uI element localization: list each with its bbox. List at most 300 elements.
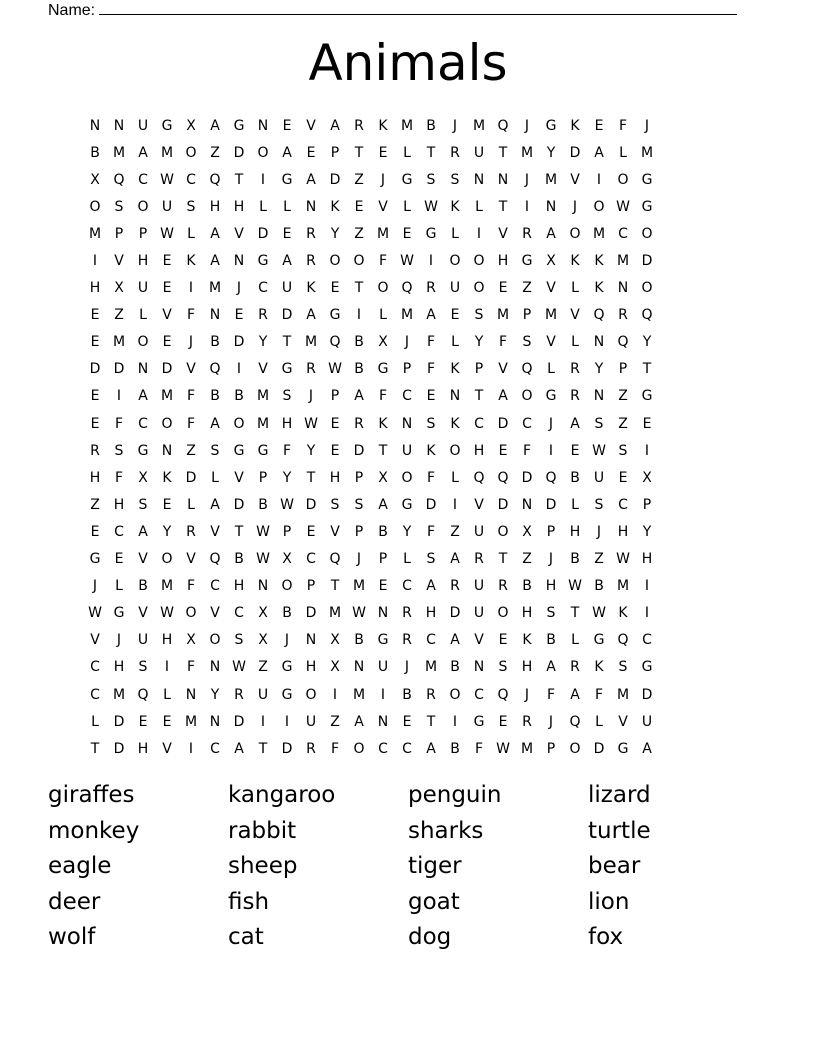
grid-letter: S: [426, 415, 436, 432]
grid-letter: J: [308, 388, 314, 405]
grid-letter: C: [618, 225, 628, 242]
grid-letter: B: [90, 144, 100, 161]
grid-letter: H: [161, 632, 173, 649]
grid-letter: K: [306, 280, 316, 297]
grid-letter: E: [90, 523, 100, 540]
grid-letter: U: [641, 713, 653, 730]
grid-letter: E: [282, 117, 292, 134]
grid-letter: E: [498, 632, 508, 649]
grid-letter: Q: [113, 171, 125, 188]
grid-letter: Z: [354, 225, 364, 242]
grid-letter: R: [402, 632, 412, 649]
grid-row: [83, 247, 731, 274]
grid-letter: L: [403, 198, 411, 215]
grid-letter: T: [498, 198, 508, 215]
grid-letter: H: [545, 578, 557, 595]
name-field: [48, 0, 737, 20]
grid-letter: M: [112, 144, 126, 161]
grid-letter: I: [260, 171, 266, 188]
grid-letter: R: [474, 551, 484, 568]
grid-row: [83, 302, 731, 329]
grid-letter: F: [114, 469, 124, 486]
grid-letter: P: [546, 523, 556, 540]
grid-letter: W: [424, 198, 438, 215]
grid-letter: F: [498, 334, 508, 351]
grid-letter: A: [306, 307, 316, 324]
grid-letter: T: [378, 442, 388, 459]
word-list-item: giraffes: [48, 782, 135, 808]
grid-letter: Z: [522, 280, 532, 297]
grid-letter: G: [617, 740, 629, 757]
grid-letter: C: [90, 686, 100, 703]
word-list-item: bear: [588, 853, 641, 879]
grid-letter: Z: [210, 144, 220, 161]
grid-letter: D: [113, 361, 125, 378]
grid-letter: A: [378, 496, 388, 513]
grid-letter: K: [522, 632, 532, 649]
grid-letter: R: [234, 686, 244, 703]
grid-letter: T: [570, 605, 580, 622]
word-search-grid: [83, 112, 731, 762]
grid-letter: R: [90, 442, 100, 459]
grid-letter: U: [473, 605, 485, 622]
grid-letter: N: [161, 442, 173, 459]
grid-letter: K: [594, 280, 604, 297]
grid-letter: B: [354, 361, 364, 378]
grid-letter: R: [426, 280, 436, 297]
grid-letter: D: [185, 469, 197, 486]
grid-row: [83, 329, 731, 356]
grid-letter: G: [377, 361, 389, 378]
grid-letter: O: [137, 334, 149, 351]
grid-letter: M: [640, 144, 654, 161]
grid-letter: L: [571, 280, 579, 297]
grid-letter: N: [305, 198, 317, 215]
grid-letter: E: [306, 523, 316, 540]
grid-letter: F: [426, 469, 436, 486]
grid-letter: P: [354, 469, 364, 486]
grid-letter: L: [115, 578, 123, 595]
grid-row: [83, 681, 731, 708]
grid-letter: K: [186, 253, 196, 270]
grid-letter: H: [137, 740, 149, 757]
grid-letter: T: [498, 551, 508, 568]
grid-letter: N: [449, 388, 461, 405]
grid-letter: U: [257, 686, 269, 703]
grid-letter: P: [138, 225, 148, 242]
grid-letter: G: [641, 198, 653, 215]
grid-letter: J: [548, 713, 554, 730]
grid-letter: L: [403, 551, 411, 568]
grid-letter: L: [571, 496, 579, 513]
grid-row: [83, 112, 731, 139]
grid-letter: Y: [282, 469, 292, 486]
grid-letter: V: [546, 334, 556, 351]
grid-letter: O: [593, 198, 605, 215]
grid-letter: S: [114, 198, 124, 215]
grid-letter: A: [426, 740, 436, 757]
grid-letter: I: [92, 253, 98, 270]
grid-letter: N: [209, 713, 221, 730]
grid-letter: J: [548, 415, 554, 432]
grid-letter: M: [592, 225, 606, 242]
grid-letter: Y: [642, 334, 652, 351]
word-list-item: rabbit: [228, 817, 297, 844]
grid-letter: R: [618, 307, 628, 324]
grid-letter: G: [473, 713, 485, 730]
grid-letter: G: [281, 659, 293, 676]
grid-letter: S: [282, 388, 292, 405]
grid-letter: C: [378, 740, 388, 757]
grid-letter: B: [258, 496, 268, 513]
grid-letter: N: [113, 117, 125, 134]
grid-letter: D: [233, 144, 245, 161]
grid-letter: W: [328, 361, 342, 378]
grid-letter: Z: [618, 415, 628, 432]
grid-letter: I: [236, 361, 242, 378]
grid-letter: B: [450, 659, 460, 676]
grid-letter: D: [497, 415, 509, 432]
grid-letter: T: [426, 713, 436, 730]
grid-letter: G: [233, 117, 245, 134]
grid-letter: D: [89, 361, 101, 378]
grid-letter: K: [426, 442, 436, 459]
grid-letter: L: [259, 198, 267, 215]
grid-letter: V: [162, 740, 172, 757]
grid-letter: S: [210, 442, 220, 459]
grid-letter: M: [544, 171, 558, 188]
word-list-item: turtle: [588, 817, 651, 844]
grid-letter: A: [426, 578, 436, 595]
grid-letter: V: [234, 469, 244, 486]
grid-letter: F: [186, 307, 196, 324]
grid-letter: M: [88, 225, 102, 242]
grid-letter: D: [425, 496, 437, 513]
grid-letter: A: [210, 117, 220, 134]
grid-letter: W: [400, 253, 414, 270]
grid-letter: V: [186, 551, 196, 568]
grid-letter: E: [498, 442, 508, 459]
grid-letter: N: [545, 198, 557, 215]
grid-letter: G: [329, 307, 341, 324]
grid-letter: V: [498, 225, 508, 242]
grid-letter: U: [377, 659, 389, 676]
grid-letter: V: [234, 225, 244, 242]
word-list-item: wolf: [48, 924, 96, 950]
grid-letter: D: [233, 334, 245, 351]
grid-letter: K: [378, 117, 388, 134]
grid-letter: P: [402, 361, 412, 378]
grid-letter: O: [137, 198, 149, 215]
grid-letter: T: [642, 361, 652, 378]
grid-letter: P: [618, 361, 628, 378]
grid-letter: O: [497, 523, 509, 540]
name-underline: [99, 0, 737, 15]
grid-letter: I: [548, 442, 554, 459]
grid-letter: G: [257, 253, 269, 270]
grid-letter: G: [641, 659, 653, 676]
grid-letter: F: [522, 442, 532, 459]
grid-letter: E: [90, 388, 100, 405]
grid-letter: D: [281, 740, 293, 757]
grid-letter: V: [138, 551, 148, 568]
grid-letter: D: [281, 307, 293, 324]
grid-letter: T: [498, 144, 508, 161]
grid-letter: A: [570, 686, 580, 703]
grid-letter: A: [354, 388, 364, 405]
grid-letter: F: [594, 686, 604, 703]
grid-letter: A: [330, 117, 340, 134]
grid-letter: M: [352, 686, 366, 703]
grid-letter: M: [376, 225, 390, 242]
grid-letter: M: [424, 659, 438, 676]
grid-letter: J: [356, 551, 362, 568]
word-list-item: cat: [228, 924, 264, 950]
grid-letter: S: [114, 442, 124, 459]
grid-letter: R: [450, 144, 460, 161]
grid-letter: E: [498, 713, 508, 730]
grid-letter: M: [400, 117, 414, 134]
grid-letter: L: [187, 496, 195, 513]
grid-letter: Z: [450, 523, 460, 540]
grid-letter: S: [498, 659, 508, 676]
grid-letter: K: [378, 415, 388, 432]
word-list-item: fish: [228, 888, 270, 915]
grid-letter: E: [162, 280, 172, 297]
grid-letter: U: [137, 280, 149, 297]
grid-letter: L: [451, 334, 459, 351]
grid-letter: S: [138, 659, 148, 676]
grid-letter: P: [378, 551, 388, 568]
grid-letter: U: [137, 632, 149, 649]
grid-letter: Q: [497, 686, 509, 703]
grid-letter: M: [184, 713, 198, 730]
grid-letter: L: [403, 144, 411, 161]
grid-letter: N: [257, 578, 269, 595]
grid-letter: R: [570, 388, 580, 405]
grid-letter: E: [354, 198, 364, 215]
grid-letter: G: [521, 253, 533, 270]
grid-letter: D: [641, 253, 653, 270]
grid-letter: I: [188, 280, 194, 297]
grid-letter: B: [570, 551, 580, 568]
grid-letter: H: [329, 469, 341, 486]
grid-letter: U: [161, 198, 173, 215]
grid-letter: Q: [209, 551, 221, 568]
grid-letter: R: [570, 659, 580, 676]
word-list-item: deer: [48, 888, 101, 915]
grid-letter: A: [354, 713, 364, 730]
grid-letter: V: [258, 361, 268, 378]
grid-letter: T: [474, 388, 484, 405]
grid-letter: E: [162, 334, 172, 351]
grid-letter: M: [112, 334, 126, 351]
word-list-item: lion: [588, 888, 630, 915]
grid-letter: K: [570, 117, 580, 134]
grid-letter: I: [332, 686, 338, 703]
grid-letter: V: [186, 361, 196, 378]
grid-letter: T: [330, 578, 340, 595]
grid-letter: E: [330, 442, 340, 459]
grid-row: [83, 518, 731, 545]
grid-letter: W: [568, 578, 582, 595]
grid-letter: L: [211, 469, 219, 486]
grid-letter: N: [137, 361, 149, 378]
grid-letter: I: [452, 496, 458, 513]
word-list-item: eagle: [48, 853, 112, 879]
grid-letter: O: [497, 605, 509, 622]
grid-letter: V: [210, 523, 220, 540]
grid-letter: C: [186, 171, 196, 188]
grid-letter: M: [352, 578, 366, 595]
grid-letter: J: [644, 117, 650, 134]
grid-letter: J: [284, 632, 290, 649]
grid-letter: Z: [330, 713, 340, 730]
grid-letter: J: [572, 198, 578, 215]
grid-letter: G: [425, 225, 437, 242]
grid-letter: O: [521, 388, 533, 405]
grid-letter: L: [139, 307, 147, 324]
grid-letter: O: [233, 415, 245, 432]
grid-letter: C: [618, 496, 628, 513]
grid-letter: O: [473, 253, 485, 270]
grid-letter: Y: [162, 523, 172, 540]
grid-letter: Y: [330, 225, 340, 242]
grid-letter: O: [89, 198, 101, 215]
grid-letter: E: [498, 280, 508, 297]
grid-letter: C: [234, 605, 244, 622]
grid-letter: X: [378, 334, 388, 351]
grid-letter: H: [305, 659, 317, 676]
grid-letter: Z: [354, 171, 364, 188]
grid-letter: Q: [329, 551, 341, 568]
grid-letter: B: [354, 632, 364, 649]
grid-letter: I: [524, 198, 530, 215]
grid-letter: O: [617, 171, 629, 188]
grid-letter: I: [356, 307, 362, 324]
grid-letter: I: [284, 713, 290, 730]
grid-letter: Y: [210, 686, 220, 703]
grid-letter: C: [90, 659, 100, 676]
grid-row: [83, 410, 731, 437]
grid-letter: F: [114, 415, 124, 432]
grid-letter: H: [569, 523, 581, 540]
grid-letter: N: [377, 713, 389, 730]
grid-letter: F: [186, 578, 196, 595]
word-list-item: sheep: [228, 853, 298, 879]
grid-letter: D: [569, 144, 581, 161]
grid-letter: I: [644, 605, 650, 622]
grid-letter: E: [450, 307, 460, 324]
grid-letter: X: [114, 280, 124, 297]
grid-letter: R: [306, 361, 316, 378]
grid-letter: V: [138, 605, 148, 622]
grid-letter: J: [404, 659, 410, 676]
grid-letter: Q: [209, 361, 221, 378]
grid-letter: I: [164, 659, 170, 676]
grid-letter: E: [330, 415, 340, 432]
grid-letter: G: [137, 442, 149, 459]
grid-letter: E: [306, 144, 316, 161]
grid-letter: R: [498, 578, 508, 595]
grid-letter: G: [401, 171, 413, 188]
grid-letter: W: [280, 496, 294, 513]
grid-letter: R: [306, 740, 316, 757]
grid-letter: I: [596, 171, 602, 188]
grid-letter: B: [570, 469, 580, 486]
grid-letter: V: [378, 198, 388, 215]
grid-letter: U: [593, 469, 605, 486]
grid-letter: X: [90, 171, 100, 188]
grid-letter: Q: [497, 117, 509, 134]
grid-letter: X: [522, 523, 532, 540]
grid-letter: Q: [137, 686, 149, 703]
grid-letter: W: [88, 605, 102, 622]
grid-letter: B: [546, 632, 556, 649]
grid-letter: D: [113, 713, 125, 730]
grid-letter: X: [330, 659, 340, 676]
grid-letter: O: [449, 253, 461, 270]
grid-letter: M: [616, 578, 630, 595]
grid-letter: O: [257, 144, 269, 161]
grid-letter: D: [641, 686, 653, 703]
grid-letter: S: [474, 307, 484, 324]
grid-letter: N: [257, 117, 269, 134]
grid-letter: Z: [114, 307, 124, 324]
grid-row: [83, 735, 731, 762]
grid-letter: A: [546, 659, 556, 676]
grid-letter: K: [162, 469, 172, 486]
grid-letter: A: [594, 144, 604, 161]
grid-letter: T: [306, 469, 316, 486]
grid-letter: C: [114, 523, 124, 540]
grid-row: [83, 220, 731, 247]
word-list-item: dog: [408, 924, 452, 950]
grid-letter: A: [138, 388, 148, 405]
grid-letter: D: [161, 361, 173, 378]
grid-letter: N: [593, 388, 605, 405]
grid-letter: L: [619, 144, 627, 161]
grid-letter: J: [524, 117, 530, 134]
grid-letter: G: [641, 388, 653, 405]
grid-letter: U: [401, 442, 413, 459]
grid-letter: A: [570, 415, 580, 432]
grid-letter: W: [160, 605, 174, 622]
grid-letter: W: [496, 740, 510, 757]
grid-letter: V: [210, 605, 220, 622]
grid-letter: G: [545, 117, 557, 134]
grid-letter: M: [328, 605, 342, 622]
grid-letter: N: [377, 605, 389, 622]
grid-letter: X: [186, 117, 196, 134]
grid-letter: D: [305, 605, 317, 622]
grid-letter: E: [90, 415, 100, 432]
grid-letter: I: [116, 388, 122, 405]
name-label: Name:: [48, 2, 96, 19]
grid-letter: N: [497, 171, 509, 188]
grid-letter: P: [522, 307, 532, 324]
grid-letter: K: [450, 198, 460, 215]
grid-letter: Q: [593, 307, 605, 324]
word-list: [48, 778, 768, 956]
grid-letter: F: [330, 740, 340, 757]
grid-letter: H: [113, 659, 125, 676]
grid-letter: P: [546, 740, 556, 757]
grid-letter: R: [354, 415, 364, 432]
grid-letter: Y: [474, 334, 484, 351]
grid-letter: H: [209, 198, 221, 215]
grid-letter: E: [618, 469, 628, 486]
